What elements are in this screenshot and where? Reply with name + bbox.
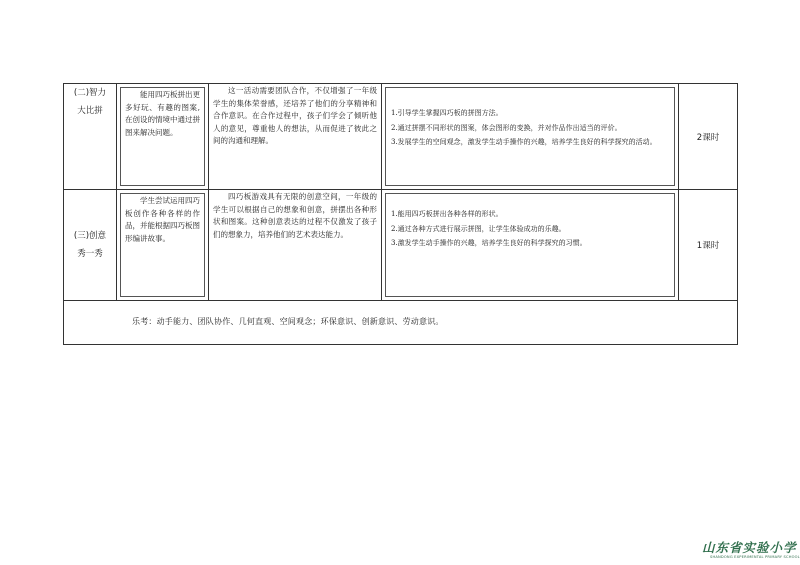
assessment-note: 乐考：动手能力、团队协作、几何直观、空间观念；环保意识、创新意识、劳动意识。 xyxy=(132,317,444,326)
activity-value-cell xyxy=(209,84,382,190)
target-item: 3.激发学生动手操作的兴趣，培养学生良好的科学探究的习惯。 xyxy=(391,239,587,247)
school-logo-subtitle: SHANDONG EXPERIMENTAL PRIMARY SCHOOL xyxy=(710,555,800,559)
target-item: 3.发展学生的空间观念，激发学生动手操作的兴趣，培养学生良好的科学探究的活动。 xyxy=(391,138,657,146)
activity-goal-cell xyxy=(117,190,209,301)
activity-value-text: 四巧板游戏具有无限的创意空间，一年级的学生可以根据自己的想象和创意，拼摆出各种形状和图案。这种创意表达的过程不仅激发了孩子们的想象力，培养他们的艺术表达能力。 xyxy=(213,192,377,239)
target-item: 1.能用四巧板拼出各种各样的形状。 xyxy=(391,210,503,218)
school-logo xyxy=(702,540,798,564)
target-item: 1.引导学生掌握四巧板的拼图方法。 xyxy=(391,109,503,117)
target-item: 2.通过拼摆不同形状的图案，体会图形的变换，并对作品作出适当的评价。 xyxy=(391,123,622,132)
activity-target-cell xyxy=(382,84,679,190)
activity-value-cell xyxy=(209,190,382,301)
activity-name-line: (二)智力 xyxy=(73,88,107,98)
target-item: 2.通过各种方式进行展示拼图，让学生体验成功的乐趣。 xyxy=(391,224,566,233)
table-row xyxy=(64,84,738,190)
table-row xyxy=(64,301,738,345)
activity-name-line: (三)创意 xyxy=(73,231,107,241)
activity-goal-text: 能用四巧板拼出更多好玩、有趣的图案,在创设的情境中通过拼图来解决问题。 xyxy=(125,90,200,137)
activity-hours-cell xyxy=(679,190,738,301)
activity-hours-cell xyxy=(679,84,738,190)
school-logo-name: 山东省实验小学 xyxy=(702,540,797,555)
activity-hours: 2课时 xyxy=(696,132,720,143)
activity-name-cell xyxy=(64,190,117,301)
assessment-note-cell xyxy=(64,301,738,345)
activity-target-cell xyxy=(382,190,679,301)
activity-goal-text: 学生尝试运用四巧板创作各种各样的作品，并能根据四巧板图形编讲故事。 xyxy=(125,196,200,243)
activity-name-line: 大比拼 xyxy=(77,106,103,116)
activity-hours: 1课时 xyxy=(696,241,720,251)
activity-value-text: 这一活动需要团队合作，不仅增强了一年级学生的集体荣誉感，还培养了他们的分享精神和合作意识。在合作过程中，孩子们学会了倾听他人的意见，尊重他人的想法，从而促进了彼此之间的沟通和理解。 xyxy=(213,86,377,146)
table-row xyxy=(64,190,738,301)
curriculum-table xyxy=(63,83,738,345)
activity-name-line: 秀一秀 xyxy=(77,249,103,259)
activity-goal-cell xyxy=(117,84,209,190)
activity-name-cell xyxy=(64,84,117,190)
